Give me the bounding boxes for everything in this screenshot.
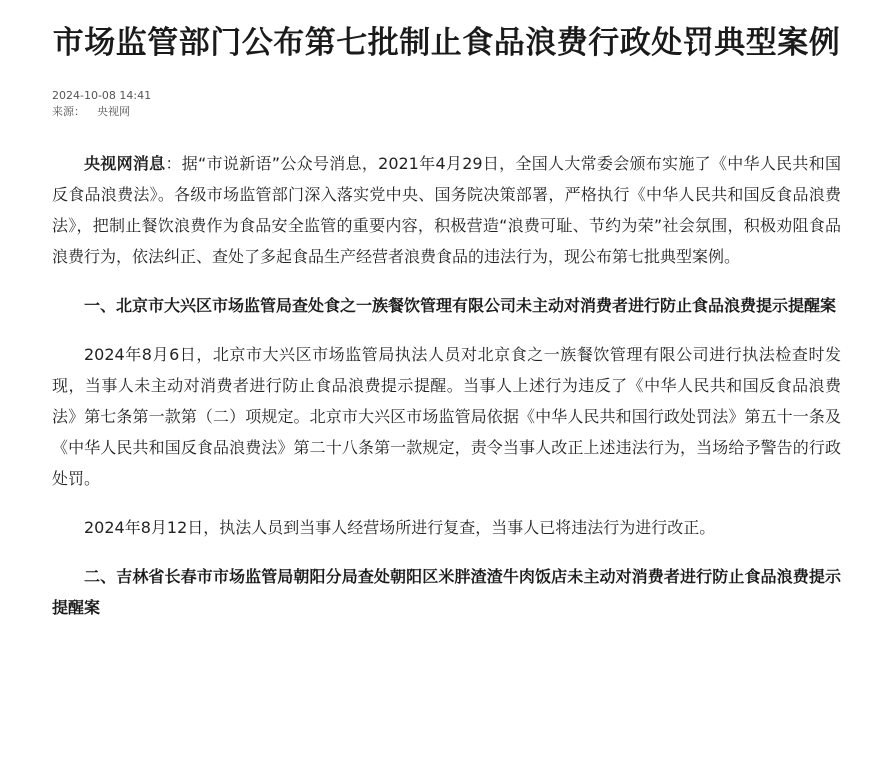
source-name: 央视网 — [97, 105, 130, 118]
source-line — [52, 104, 841, 120]
case1-heading: 一、北京市大兴区市场监管局查处食之一族餐饮管理有限公司未主动对消费者进行防止食品浪费提示提醒案 — [84, 296, 837, 315]
lead-text: ：据“市说新语”公众号消息，2021年4月29日，全国人大常委会颁布实施了《中华人民共和国反食品浪费法》。各级市场监管部门深入落实党中央、国务院决策部署，严格执行《中华人民共和国反食品浪费法》，把制止餐饮浪费作为食品安全监管的重要内容，积极营造“浪费可耻、节约为荣”社会氛围，积极劝阻食品浪费行为，依法纠正、查处了多起食品生产经营者浪费食品的违法行为，现公布第七批典型案例。 — [52, 154, 841, 266]
lead-paragraph — [52, 148, 841, 272]
article-meta — [52, 88, 841, 120]
article-title: 市场监管部门公布第七批制止食品浪费行政处罚典型案例 — [52, 25, 841, 61]
lead-source: 央视网消息 — [84, 154, 166, 173]
article-body — [52, 148, 841, 623]
publish-datetime: 2024-10-08 14:41 — [52, 89, 152, 102]
source-label: 来源： — [52, 105, 85, 118]
case1-paragraph-2: 2024年8月12日，执法人员到当事人经营场所进行复查，当事人已将违法行为进行改正。 — [84, 518, 716, 537]
case2-heading: 二、吉林省长春市市场监管局朝阳分局查处朝阳区米胖渣渣牛肉饭店未主动对消费者进行防止食品浪费提示提醒案 — [52, 567, 841, 617]
case1-paragraph-1: 2024年8月6日，北京市大兴区市场监管局执法人员对北京食之一族餐饮管理有限公司进行执法检查时发现，当事人未主动对消费者进行防止食品浪费提示提醒。当事人上述行为违反了《中华人民共和国反食品浪费法》第七条第一款第（二）项规定。北京市大兴区市场监管局依据《中华人民共和国行政处罚法》第五十一条及《中华人民共和国反食品浪费法》第二十八条第一款规定，责令当事人改正上述违法行为，当场给予警告的行政处罚。 — [52, 345, 841, 488]
